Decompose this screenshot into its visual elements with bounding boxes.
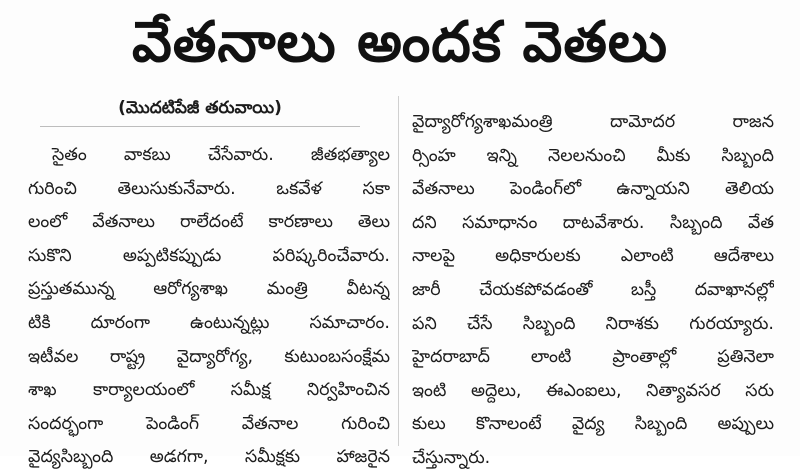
paragraph-line: జారీ చేయకపోవడంతో బస్తీ దవాఖానల్లో <box>412 279 774 300</box>
headline: వేతనాలు అందక వెతలు <box>131 10 669 75</box>
paragraph-line: ఇటీవల రాష్ట్ర వైద్యారోగ్య, కుటుంబసంక్షేమ <box>28 346 390 367</box>
paragraph-line: ప్రస్తుతమున్న ఆరోగ్యశాఖ మంత్రి వీటన్న <box>28 279 390 300</box>
paragraph-line: వేతనాలు పెండింగ్‌లో ఉన్నాయని తెలియ <box>412 179 774 200</box>
column-divider <box>398 96 399 446</box>
paragraph-line: నాలపై అధికారులకు ఎలాంటి ఆదేశాలు <box>412 246 774 267</box>
paragraph-line: హైదరాబాద్ లాంటి ప్రాంతాల్లో ప్రతినెలా <box>412 347 774 368</box>
paragraph-line: శాఖ కార్యాలయంలో సమీక్ష నిర్వహించిన <box>28 380 390 401</box>
continued-from-front-page-note: (మొదటిపేజీ తరువాయి) <box>40 96 360 127</box>
paragraph-line: సైతం వాకబు చేసేవారు. జీతభత్యాల <box>52 145 390 165</box>
paragraph-line: పని చేసే సిబ్బంది నిరాశకు గురయ్యారు. <box>412 313 774 334</box>
paragraph-line: లంలో వేతనాలు రాలేదంటే కారణాలు తెలు <box>28 212 390 233</box>
paragraph-line: వైద్యసిబ్బంది అడగగా, సమీక్షకు హాజరైన <box>28 447 390 468</box>
article-column-right <box>412 106 774 476</box>
paragraph-line: టికి దూరంగా ఉంటున్నట్లు సమాచారం. <box>28 312 390 333</box>
paragraph-line: వైద్యారోగ్యశాఖమంత్రి దామోదర రాజన <box>412 112 774 132</box>
paragraph-line: కులు కొనాలంటే వైద్య సిబ్బంది అప్పులు <box>412 414 774 435</box>
paragraph-line: సందర్భంగా పెండింగ్ వేతనాల గురించి <box>28 413 390 434</box>
paragraph-line: ఇంటి అద్దెలు, ఈఎంఐలు, నిత్యావసర సరు <box>412 380 774 401</box>
paragraph-line: ర్సింహ ఇన్ని నెలలనుంచి మీకు సిబ్బంది <box>412 145 774 166</box>
paragraph-line: గురించి తెలుసుకునేవారు. ఒకవేళ సకా <box>28 178 390 199</box>
paragraph-line: సుకొని అప్పటికప్పుడు పరిష్కరించేవారు. <box>28 245 390 266</box>
paragraph-line: దని సమాధానం దాటవేశారు. సిబ్బంది వేత <box>412 212 774 233</box>
article-column-left <box>28 96 390 475</box>
paragraph-line: చేస్తున్నారు. <box>412 447 491 468</box>
